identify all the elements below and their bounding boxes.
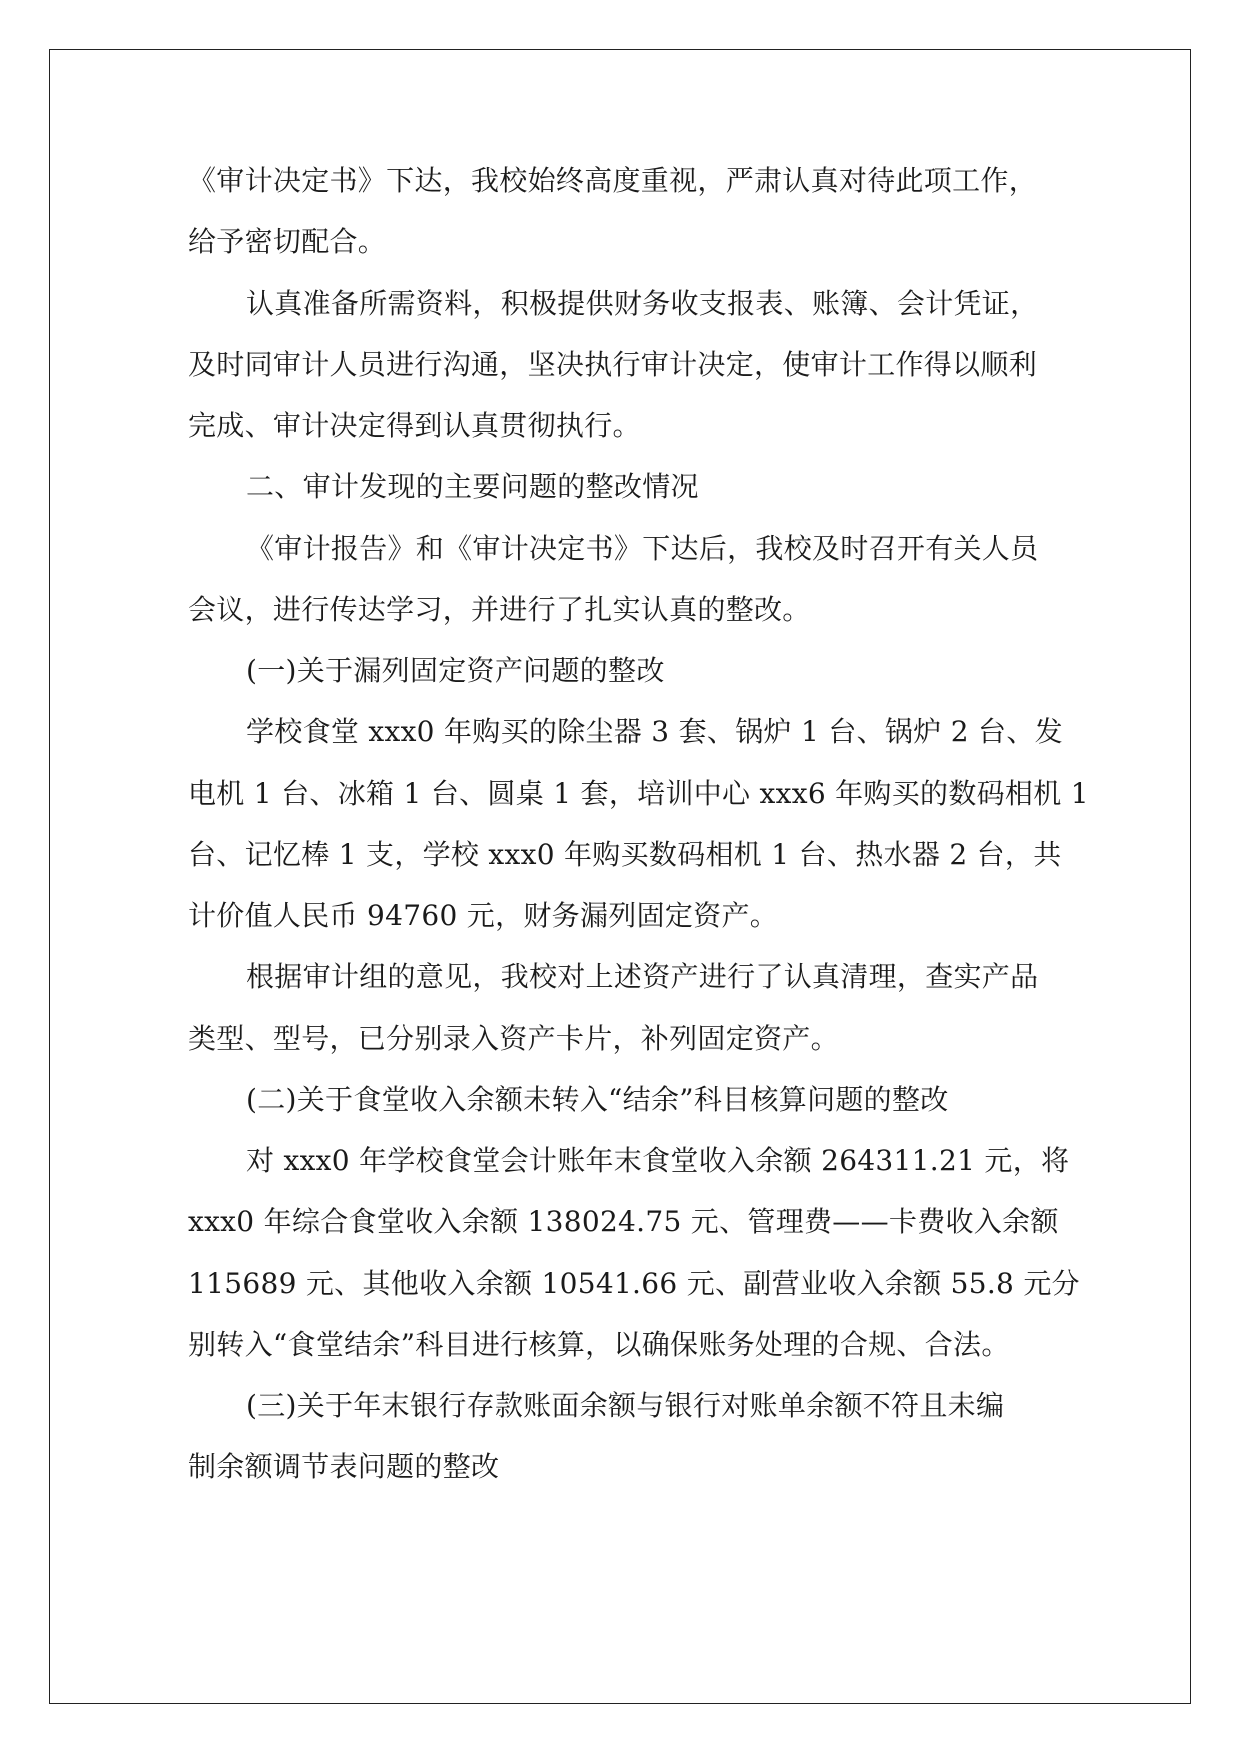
text-line: 给予密切配合。 (188, 225, 387, 259)
text-line: 根据审计组的意见，我校对上述资产进行了认真清理，查实产品 (246, 960, 1039, 994)
subsection-heading: (二)关于食堂收入余额未转入“结余”科目核算问题的整改 (246, 1082, 949, 1116)
subsection-heading: (三)关于年末银行存款账面余额与银行对账单余额不符且未编 (246, 1389, 1005, 1422)
subsection-heading: (一)关于漏列固定资产问题的整改 (246, 654, 665, 687)
text-line: 会议，进行传达学习，并进行了扎实认真的整改。 (188, 592, 811, 626)
text-line: 电机 1 台、冰箱 1 台、圆桌 1 套，培训中心 xxx6 年购买的数码相机 1 (188, 776, 1089, 810)
text-line: xxx0 年综合食堂收入余额 138024.75 元、管理费——卡费收入余额 (188, 1205, 1059, 1239)
text-line: 《审计报告》和《审计决定书》下达后，我校及时召开有关人员 (246, 531, 1039, 565)
text-line: 类型、型号，已分别录入资产卡片，补列固定资产。 (188, 1021, 839, 1055)
text-line: 制余额调节表问题的整改 (188, 1450, 500, 1484)
text-line: 别转入“食堂结余”科目进行核算，以确保账务处理的合规、合法。 (188, 1327, 1010, 1361)
text-line: 《审计决定书》下达，我校始终高度重视，严肃认真对待此项工作， (188, 164, 1038, 197)
text-line: 学校食堂 xxx0 年购买的除尘器 3 套、锅炉 1 台、锅炉 2 台、发 (246, 715, 1063, 749)
text-line: 完成、审计决定得到认真贯彻执行。 (188, 409, 641, 442)
text-line: 对 xxx0 年学校食堂会计账年末食堂收入余额 264311.21 元，将 (246, 1144, 1070, 1177)
text-line: 及时同审计人员进行沟通，坚决执行审计决定，使审计工作得以顺利 (188, 347, 1038, 381)
document-body (188, 150, 1089, 1498)
text-line: 计价值人民币 94760 元，财务漏列固定资产。 (188, 899, 779, 932)
section-heading: 二、审计发现的主要问题的整改情况 (246, 470, 699, 504)
text-line: 认真准备所需资料，积极提供财务收支报表、账簿、会计凭证， (246, 286, 1039, 320)
text-line: 115689 元、其他收入余额 10541.66 元、副营业收入余额 55.8 元分 (188, 1266, 1080, 1300)
text-line: 台、记忆棒 1 支，学校 xxx0 年购买数码相机 1 台、热水器 2 台，共 (188, 837, 1062, 871)
